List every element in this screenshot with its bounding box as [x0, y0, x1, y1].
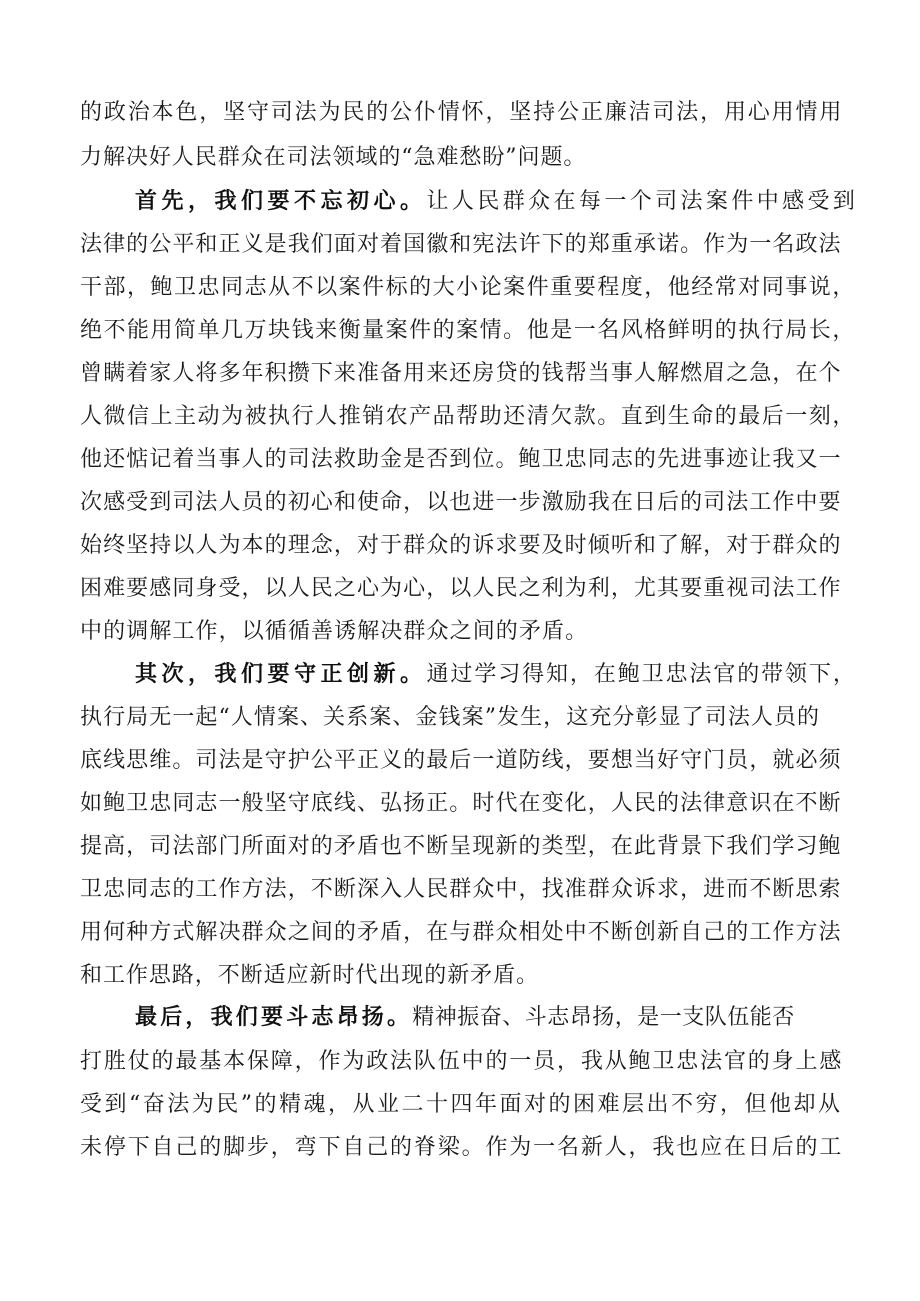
body-line: 力解决好人民群众在司法领域的“急难愁盼”问题。: [80, 145, 587, 170]
body-line: 绝不能用简单几万块钱来衡量案件的案情。他是一名风格鲜明的执行局长，: [80, 318, 856, 343]
body-line: 的政治本色，坚守司法为民的公仆情怀，坚持公正廉洁司法，用心用情用: [80, 100, 844, 125]
body-line: 曾瞒着家人将多年积攒下来准备用来还房贷的钱帮当事人解燃眉之急，在个: [80, 361, 842, 386]
body-line: 如鲍卫忠同志一般坚守底线、弘扬正。时代在变化，人民的法律意识在不断: [80, 791, 842, 816]
body-line: 受到“奋法为民”的精魂，从业二十四年面对的困难层出不穷，但他却从: [80, 1092, 843, 1117]
body-line: 未停下自己的脚步，弯下自己的脊梁。作为一名新人，我也应在日后的工: [80, 1135, 844, 1160]
body-line: 卫忠同志的工作方法，不断深入人民群众中，找准群众诉求，进而不断思索: [80, 877, 842, 902]
body-text: 精神振奋、斗志昂扬，是一支队伍能否: [412, 1005, 795, 1030]
body-line: 和工作思路，不断适应新时代出现的新矛盾。: [80, 963, 540, 988]
section-heading: 首先，我们要不忘初心。: [135, 189, 427, 214]
body-line: 法律的公平和正义是我们面对着国徽和宪法许下的郑重承诺。作为一名政法: [80, 232, 842, 257]
section-heading: 其次，我们要守正创新。: [135, 662, 427, 687]
section-heading: 最后，我们要斗志昂扬。: [135, 1005, 413, 1030]
body-line: 始终坚持以人为本的理念，对于群众的诉求要及时倾听和了解，对于群众的: [80, 533, 842, 558]
body-text: 通过学习得知，在鲍卫忠法官的带领下，: [426, 662, 857, 687]
body-text: 让人民群众在每一个司法案件中感受到: [426, 189, 859, 214]
body-line: 人微信上主动为被执行人推销农产品帮助还清欠款。直到生命的最后一刻，: [80, 404, 856, 429]
section-line: [135, 187, 859, 217]
body-line: 用何种方式解决群众之间的矛盾，在与群众相处中不断创新自己的工作方法: [80, 920, 842, 945]
body-line: 提高，司法部门所面对的矛盾也不断呈现新的类型，在此背景下我们学习鲍: [80, 834, 842, 859]
body-line: 次感受到司法人员的初心和使命，以也进一步激励我在日后的司法工作中要: [80, 490, 842, 515]
body-line: 困难要感同身受，以人民之心为心，以人民之利为利，尤其要重视司法工作: [80, 576, 842, 601]
section-line: [135, 1003, 825, 1033]
body-line: 干部，鲍卫忠同志从不以案件标的大小论案件重要程度，他经常对同事说，: [80, 275, 856, 300]
body-line: 中的调解工作，以循循善诱解决群众之间的矛盾。: [80, 619, 589, 644]
section-line: [135, 660, 857, 690]
body-line: 打胜仗的最基本保障，作为政法队伍中的一员，我从鲍卫忠法官的身上感: [80, 1049, 844, 1074]
body-line: 他还惦记着当事人的司法救助金是否到位。鲍卫忠同志的先进事迹让我又一: [80, 447, 842, 472]
body-line: 底线思维。司法是守护公平正义的最后一道防线，要想当好守门员，就必须: [80, 748, 842, 773]
body-line: 执行局无一起“人情案、关系案、金钱案”发生，这充分彰显了司法人员的: [80, 705, 821, 730]
